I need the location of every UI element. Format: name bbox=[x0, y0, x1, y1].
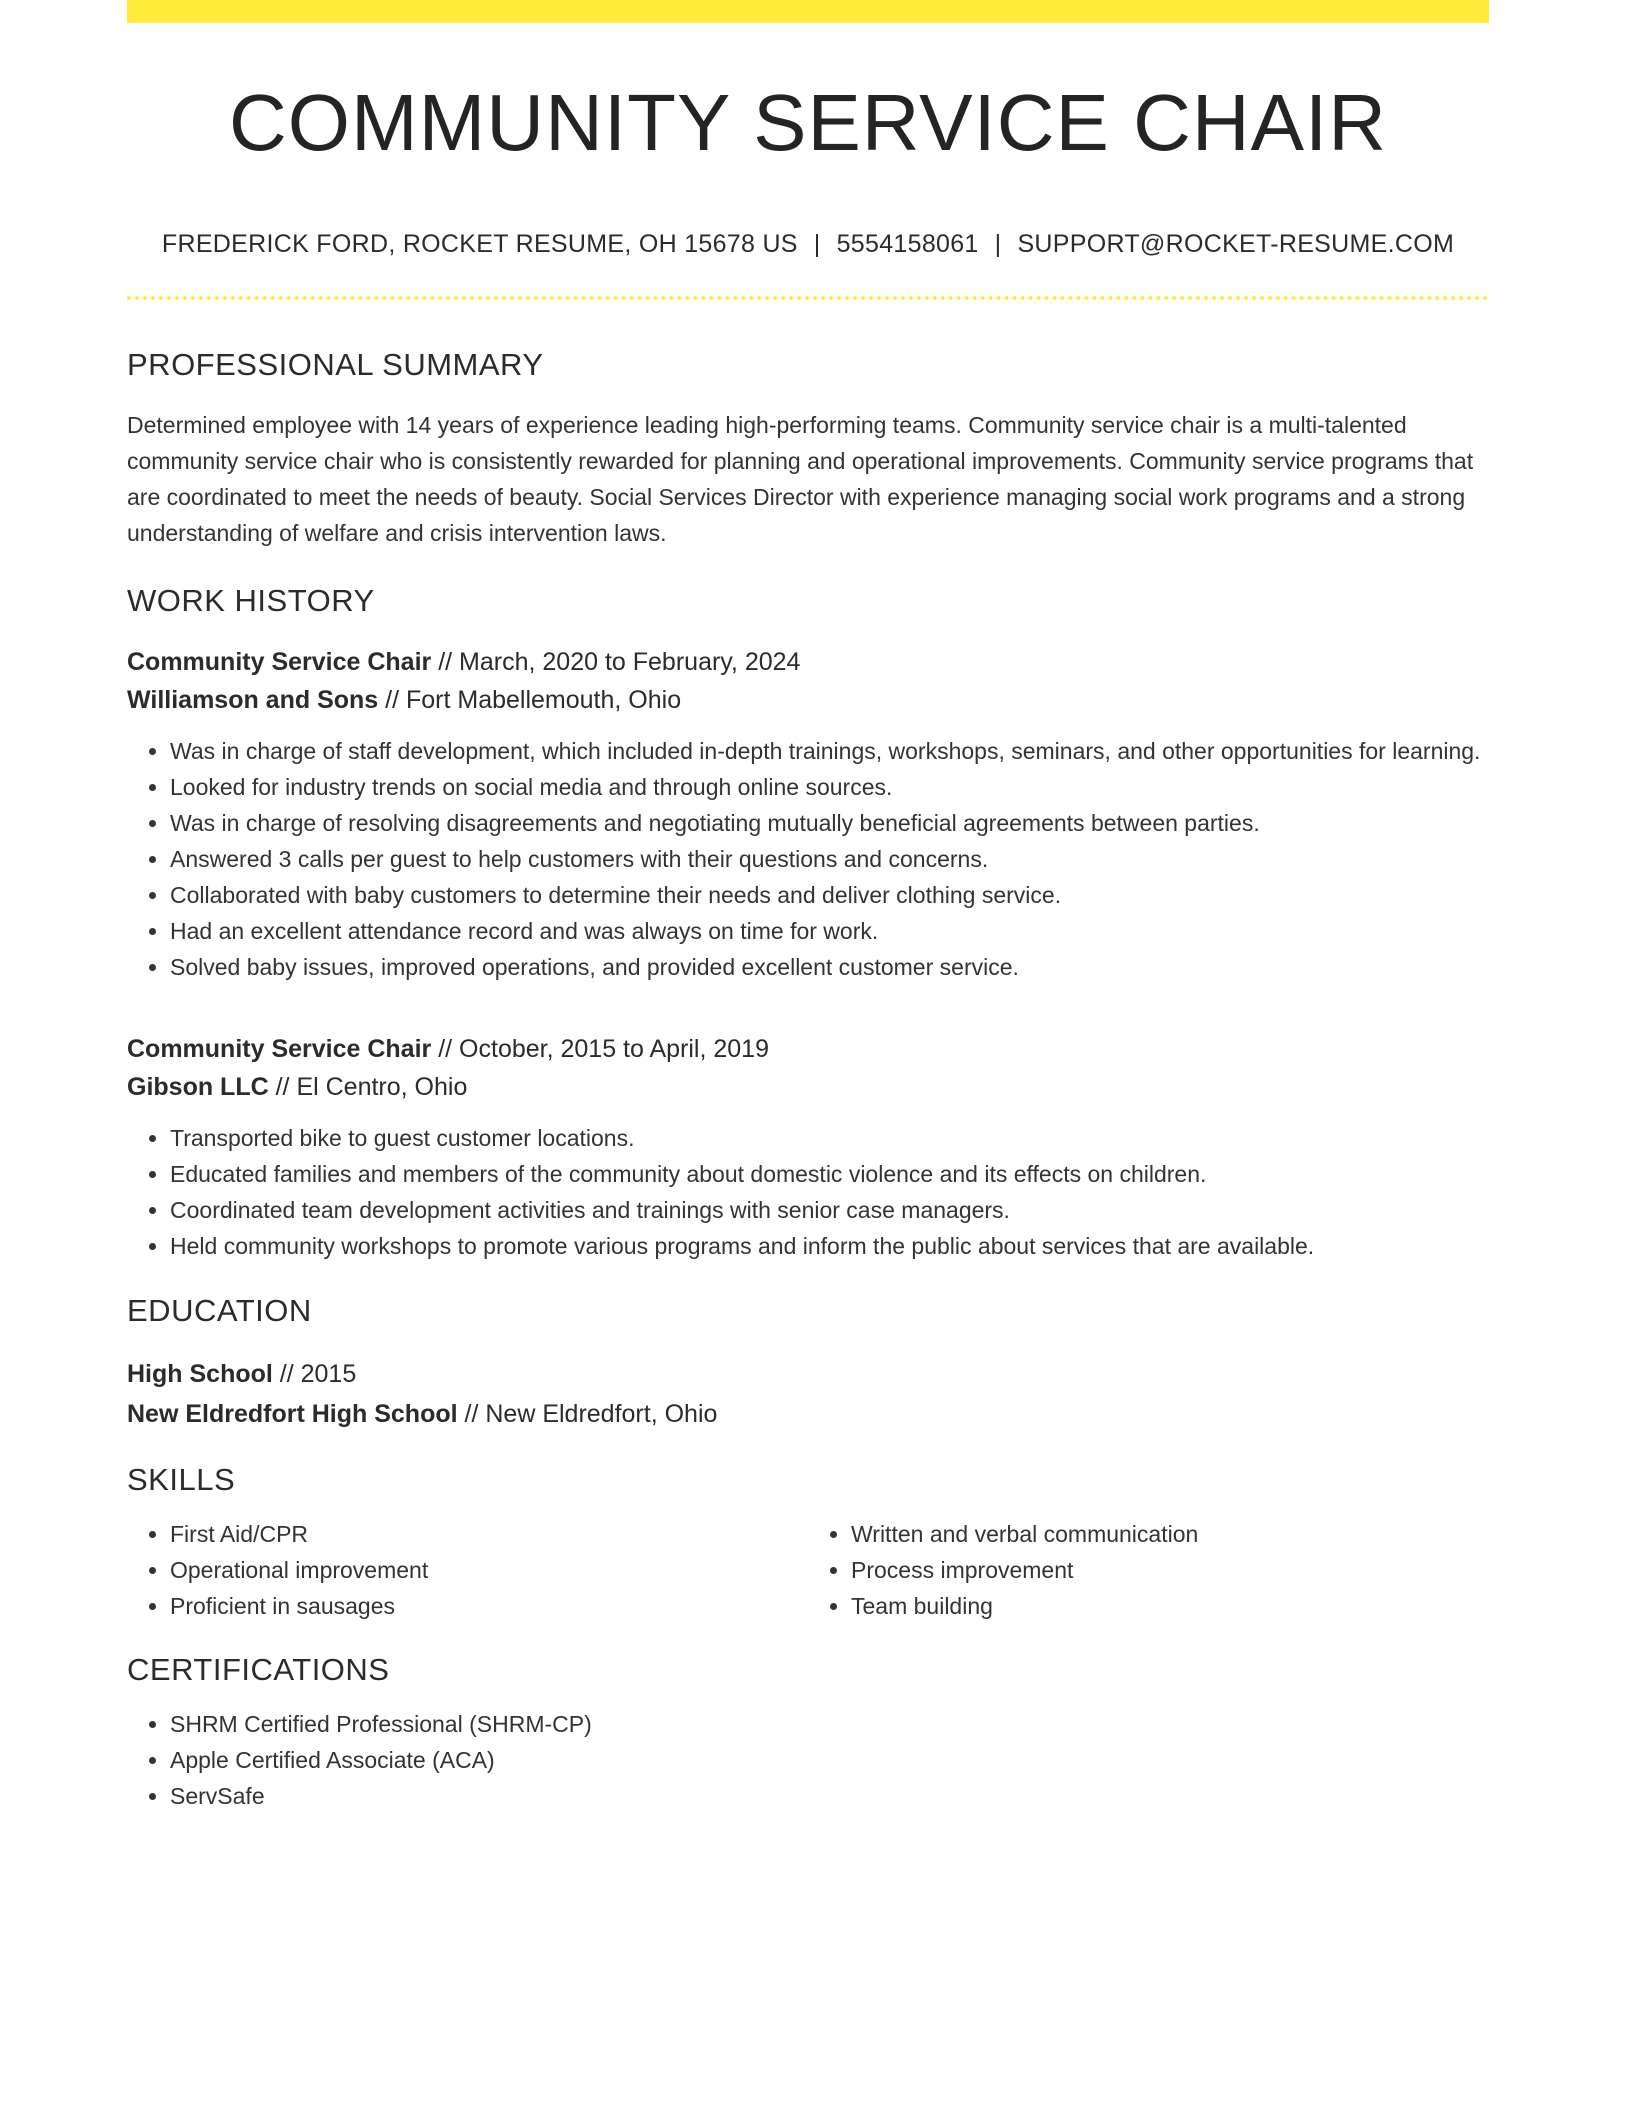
list-item: • Coordinated team development activities and trainings with senior case managers. bbox=[170, 1192, 1489, 1228]
job-entry bbox=[127, 643, 1489, 985]
dotted-divider bbox=[127, 296, 1489, 300]
job-title-line bbox=[127, 643, 1489, 681]
job-location: // Fort Mabellemouth, Ohio bbox=[378, 686, 682, 715]
job-entry bbox=[127, 1030, 1489, 1264]
list-item: • Was in charge of resolving disagreements and negotiating mutually beneficial agreements between parties. bbox=[170, 805, 1489, 841]
list-item: • Transported bike to guest customer locations. bbox=[170, 1120, 1489, 1156]
education-degree: High School bbox=[127, 1359, 273, 1388]
contact-phone: 5554158061 bbox=[836, 230, 979, 258]
list-item: • Process improvement bbox=[851, 1552, 1489, 1588]
list-item: • SHRM Certified Professional (SHRM-CP) bbox=[170, 1706, 1489, 1742]
list-item: • Collaborated with baby customers to determine their needs and deliver clothing service. bbox=[170, 877, 1489, 913]
list-item: • Had an excellent attendance record and was always on time for work. bbox=[170, 913, 1489, 949]
contact-line bbox=[127, 230, 1489, 259]
certifications-list bbox=[127, 1706, 1489, 1814]
skills-columns bbox=[127, 1516, 1489, 1624]
job-company-line bbox=[127, 681, 1489, 719]
accent-bar bbox=[127, 0, 1489, 23]
skills-heading: SKILLS bbox=[127, 1461, 236, 1497]
list-item: • Held community workshops to promote various programs and inform the public about services that are available. bbox=[170, 1228, 1489, 1264]
job-dates: // October, 2015 to April, 2019 bbox=[431, 1035, 769, 1064]
education-heading: EDUCATION bbox=[127, 1293, 312, 1329]
list-item: • Answered 3 calls per guest to help customers with their questions and concerns. bbox=[170, 841, 1489, 877]
summary-text: Determined employee with 14 years of experience leading high-performing teams. Community service chair is a multi-talented community service chair who is consistently rewarded for planning and operational improvements. Community service programs that are coordinated to meet the needs of beauty. Social Services Director with experience managing social work programs and a strong understanding of welfare and crisis intervention laws. bbox=[127, 412, 1474, 547]
list-item: • Written and verbal communication bbox=[851, 1516, 1489, 1552]
list-item: • Educated families and members of the community about domestic violence and its effects on children. bbox=[170, 1156, 1489, 1192]
job-title-line bbox=[127, 1030, 1489, 1068]
contact-address: FREDERICK FORD, ROCKET RESUME, OH 15678 US bbox=[161, 230, 798, 258]
education-school: New Eldredfort High School bbox=[127, 1399, 458, 1428]
job-title: Community Service Chair bbox=[127, 1035, 432, 1064]
list-item: • Apple Certified Associate (ACA) bbox=[170, 1742, 1489, 1778]
job-title: Community Service Chair bbox=[127, 648, 432, 677]
list-item: • ServSafe bbox=[170, 1778, 1489, 1814]
education-location: // New Eldredfort, Ohio bbox=[457, 1399, 718, 1428]
education-school-line bbox=[127, 1394, 1489, 1434]
education-entry bbox=[127, 1354, 1489, 1434]
page-title: COMMUNITY SERVICE CHAIR bbox=[229, 78, 1387, 167]
contact-separator: | bbox=[994, 230, 1002, 258]
contact-email: SUPPORT@ROCKET-RESUME.COM bbox=[1017, 230, 1455, 258]
certifications-heading: CERTIFICATIONS bbox=[127, 1651, 390, 1687]
job-dates: // March, 2020 to February, 2024 bbox=[431, 648, 801, 677]
list-item: • Was in charge of staff development, which included in-depth trainings, workshops, seminars, and other opportunities for learning. bbox=[170, 733, 1489, 769]
list-item: • First Aid/CPR bbox=[170, 1516, 808, 1552]
work-history-heading: WORK HISTORY bbox=[127, 583, 375, 619]
job-company: Gibson LLC bbox=[127, 1073, 269, 1102]
list-item: • Proficient in sausages bbox=[170, 1588, 808, 1624]
contact-separator: | bbox=[813, 230, 821, 258]
resume-page bbox=[127, 0, 1489, 1814]
job-bullets bbox=[127, 733, 1489, 985]
list-item: • Solved baby issues, improved operations, and provided excellent customer service. bbox=[170, 949, 1489, 985]
job-company-line bbox=[127, 1068, 1489, 1106]
list-item: • Team building bbox=[851, 1588, 1489, 1624]
summary-heading: PROFESSIONAL SUMMARY bbox=[127, 347, 544, 382]
list-item: • Looked for industry trends on social media and through online sources. bbox=[170, 769, 1489, 805]
education-year: // 2015 bbox=[272, 1359, 357, 1388]
skills-left-list bbox=[127, 1516, 808, 1624]
education-degree-line bbox=[127, 1354, 1489, 1394]
list-item: • Operational improvement bbox=[170, 1552, 808, 1588]
job-location: // El Centro, Ohio bbox=[268, 1073, 468, 1102]
job-company: Williamson and Sons bbox=[127, 686, 379, 715]
job-bullets bbox=[127, 1120, 1489, 1264]
skills-right-list bbox=[808, 1516, 1489, 1624]
